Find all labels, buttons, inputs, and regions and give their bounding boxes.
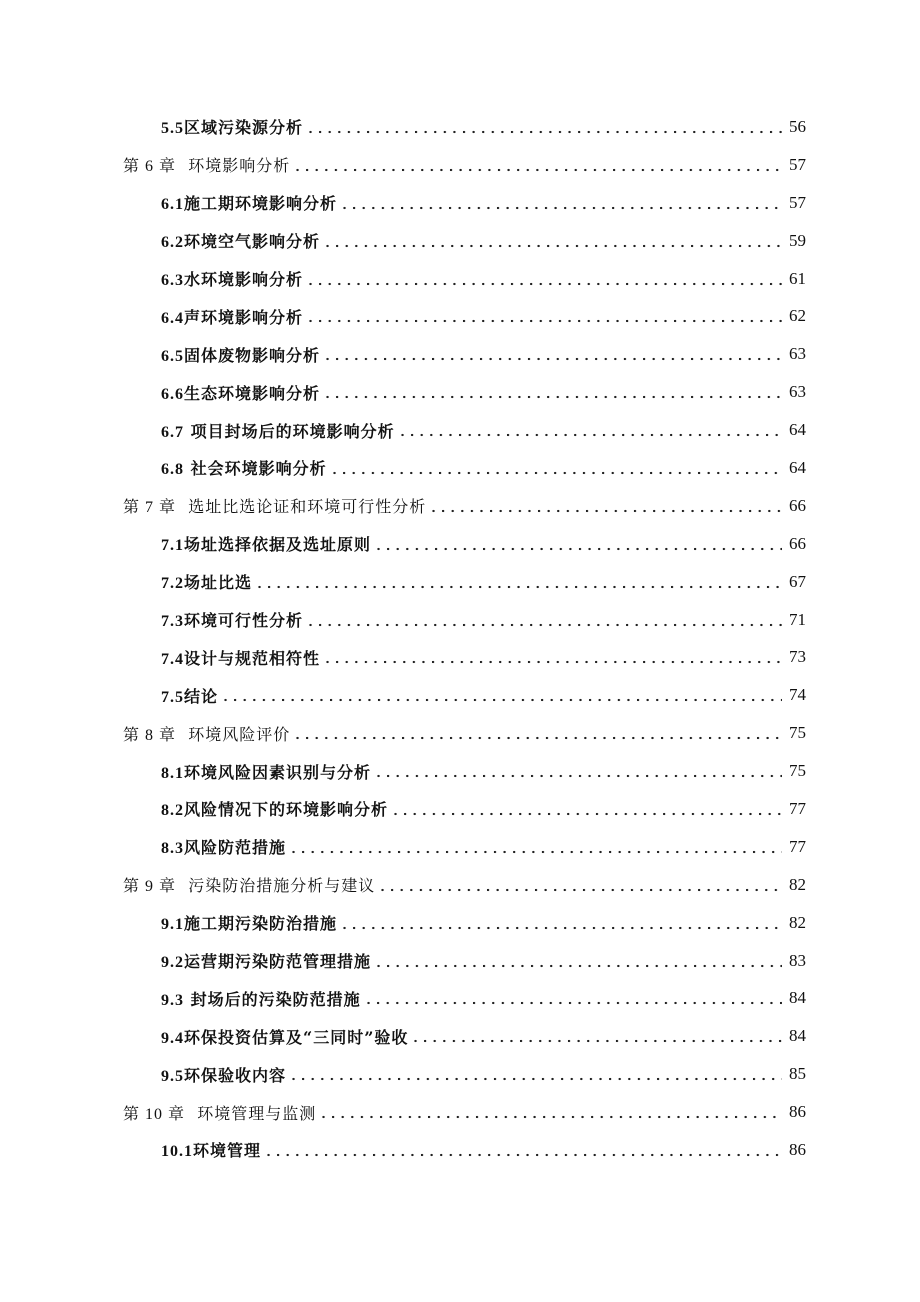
- dot-leader: [343, 195, 782, 211]
- toc-entry-text: 环保投资估算及“三同时”验收: [184, 1027, 409, 1047]
- toc-page-number: 77: [789, 798, 806, 818]
- dot-leader: [309, 612, 782, 628]
- table-of-contents: [0, 108, 920, 1169]
- toc-entry-text: 环境可行性分析: [184, 611, 304, 631]
- toc-page-number: 57: [789, 154, 806, 174]
- toc-chapter-entry[interactable]: [0, 1093, 920, 1131]
- dot-leader: [381, 877, 782, 893]
- toc-entry-title: [161, 646, 320, 669]
- dot-leader: [296, 157, 782, 173]
- dot-leader: [322, 1104, 782, 1120]
- toc-section-entry[interactable]: [0, 790, 920, 828]
- toc-entry-title: [123, 494, 426, 517]
- toc-page-number: 82: [789, 912, 806, 932]
- toc-section-entry[interactable]: [0, 942, 920, 980]
- toc-page-number: 57: [789, 192, 806, 212]
- toc-section-entry[interactable]: [0, 449, 920, 487]
- toc-entry-text: 区域污染源分析: [184, 118, 304, 138]
- toc-entry-number: 5.5: [161, 120, 184, 138]
- toc-entry-title: [123, 873, 375, 896]
- toc-entry-text: 设计与规范相符性: [184, 648, 321, 668]
- toc-entry-title: [161, 115, 303, 138]
- toc-entry-text: 场址选择依据及选址原则: [184, 535, 372, 555]
- toc-entry-title: [161, 381, 320, 404]
- toc-entry-title: [161, 532, 371, 555]
- toc-chapter-entry[interactable]: [0, 487, 920, 525]
- dot-leader: [377, 953, 782, 969]
- toc-page-number: 86: [789, 1139, 806, 1159]
- toc-page-number: 63: [789, 344, 806, 364]
- dot-leader: [326, 233, 782, 249]
- toc-page-number: 86: [789, 1102, 806, 1122]
- toc-entry-number: 6.1: [161, 196, 184, 214]
- dot-leader: [394, 801, 782, 817]
- toc-page-number: 59: [789, 230, 806, 250]
- toc-section-entry[interactable]: [0, 335, 920, 373]
- toc-entry-number: 9.1: [161, 916, 184, 934]
- toc-section-entry[interactable]: [0, 1131, 920, 1169]
- toc-entry-number: 7.5: [161, 688, 184, 706]
- toc-section-entry[interactable]: [0, 676, 920, 714]
- toc-entry-text: 水环境影响分析: [184, 270, 304, 289]
- toc-section-entry[interactable]: [0, 563, 920, 601]
- dot-leader: [296, 725, 782, 741]
- toc-entry-title: [161, 608, 303, 631]
- toc-entry-number: 6.8: [161, 461, 184, 479]
- toc-entry-text: 风险情况下的环境影响分析: [184, 800, 389, 820]
- toc-page-number: 61: [789, 268, 806, 288]
- toc-entry-text: 生态环境影响分析: [184, 383, 321, 403]
- toc-entry-title: [161, 191, 337, 214]
- toc-section-entry[interactable]: [0, 979, 920, 1017]
- dot-leader: [326, 346, 782, 362]
- dot-leader: [414, 1028, 782, 1044]
- dot-leader: [309, 271, 782, 287]
- toc-page-number: 64: [789, 457, 806, 477]
- toc-page-number: 85: [789, 1064, 806, 1084]
- toc-entry-text: 环境风险评价: [188, 724, 291, 744]
- dot-leader: [292, 1066, 782, 1082]
- dot-leader: [343, 915, 782, 931]
- dot-leader: [377, 536, 782, 552]
- toc-section-entry[interactable]: [0, 1055, 920, 1093]
- toc-section-entry[interactable]: [0, 108, 920, 146]
- toc-entry-number: 6.4: [161, 309, 184, 327]
- toc-entry-text: 环境风险因素识别与分析: [184, 762, 372, 782]
- toc-entry-number: 8.1: [161, 764, 184, 782]
- toc-entry-title: [161, 987, 361, 1010]
- toc-entry-text: 环境影响分析: [188, 156, 291, 176]
- toc-entry-number: 9.5: [161, 1067, 184, 1085]
- toc-entry-title: [161, 343, 320, 366]
- toc-section-entry[interactable]: [0, 828, 920, 866]
- toc-entry-title: [161, 911, 337, 934]
- toc-page-number: 82: [789, 874, 806, 894]
- toc-page-number: 71: [789, 609, 806, 629]
- toc-section-entry[interactable]: [0, 601, 920, 639]
- toc-entry-number: 第 6 章: [123, 158, 177, 176]
- dot-leader: [309, 308, 782, 324]
- toc-page-number: 66: [789, 495, 806, 515]
- toc-section-entry[interactable]: [0, 373, 920, 411]
- dot-leader: [326, 649, 782, 665]
- toc-entry-number: 6.2: [161, 234, 184, 252]
- toc-entry-text: 结论: [184, 686, 219, 706]
- toc-page-number: 64: [789, 420, 806, 440]
- toc-page-number: 63: [789, 382, 806, 402]
- toc-entry-title: [161, 305, 303, 328]
- toc-entry-title: [161, 797, 388, 820]
- toc-entry-text: 环境管理: [193, 1141, 262, 1161]
- toc-entry-number: 第 8 章: [123, 726, 177, 744]
- toc-entry-number: 7.3: [161, 613, 184, 631]
- toc-entry-text: 选址比选论证和环境可行性分析: [188, 497, 427, 517]
- toc-entry-title: [161, 456, 327, 479]
- dot-leader: [377, 763, 782, 779]
- toc-section-entry[interactable]: [0, 297, 920, 335]
- toc-entry-text: 场址比选: [184, 573, 253, 593]
- toc-entry-text: 施工期污染防治措施: [184, 914, 338, 934]
- toc-entry-text: 固体废物影响分析: [184, 345, 321, 365]
- dot-leader: [367, 990, 782, 1006]
- dot-leader: [309, 119, 782, 135]
- toc-section-entry[interactable]: [0, 904, 920, 942]
- toc-entry-number: 6.7: [161, 423, 184, 441]
- toc-page-number: 73: [789, 647, 806, 667]
- dot-leader: [333, 460, 782, 476]
- toc-page-number: 66: [789, 533, 806, 553]
- toc-entry-text: 污染防治措施分析与建议: [188, 876, 376, 896]
- toc-entry-number: 7.2: [161, 575, 184, 593]
- toc-entry-text: 运营期污染防范管理措施: [184, 952, 372, 972]
- toc-entry-title: [161, 949, 371, 972]
- toc-entry-title: [161, 1138, 261, 1161]
- toc-entry-number: 第 10 章: [123, 1105, 186, 1123]
- toc-page-number: 62: [789, 306, 806, 326]
- toc-section-entry[interactable]: [0, 638, 920, 676]
- toc-entry-text: 环保验收内容: [184, 1065, 287, 1085]
- toc-page-number: 77: [789, 836, 806, 856]
- toc-page-number: 74: [789, 685, 806, 705]
- dot-leader: [258, 574, 782, 590]
- toc-entry-text: 社会环境影响分析: [184, 459, 327, 479]
- toc-page-number: 75: [789, 723, 806, 743]
- toc-entry-text: 施工期环境影响分析: [184, 194, 338, 214]
- toc-entry-title: [161, 267, 303, 290]
- toc-section-entry[interactable]: [0, 260, 920, 298]
- toc-chapter-entry[interactable]: [0, 714, 920, 752]
- toc-entry-number: 6.3: [161, 272, 184, 289]
- toc-entry-title: [123, 1101, 316, 1124]
- dot-leader: [432, 498, 782, 514]
- toc-entry-text: 环境管理与监测: [197, 1103, 317, 1123]
- toc-entry-title: [123, 153, 290, 176]
- toc-entry-text: 风险防范措施: [184, 838, 287, 858]
- toc-entry-number: 9.2: [161, 954, 184, 972]
- toc-chapter-entry[interactable]: [0, 866, 920, 904]
- toc-section-entry[interactable]: [0, 222, 920, 260]
- toc-entry-title: [161, 835, 286, 858]
- toc-entry-title: [161, 684, 218, 707]
- dot-leader: [267, 1142, 782, 1158]
- toc-entry-title: [161, 570, 252, 593]
- toc-entry-text: 项目封场后的环境影响分析: [184, 421, 395, 441]
- toc-entry-number: 9.4: [161, 1029, 184, 1047]
- dot-leader: [224, 687, 782, 703]
- toc-entry-number: 7.4: [161, 650, 184, 668]
- toc-entry-text: 环境空气影响分析: [184, 232, 321, 252]
- toc-section-entry[interactable]: [0, 1017, 920, 1055]
- toc-entry-text: 声环境影响分析: [184, 307, 304, 327]
- toc-entry-title: [161, 1063, 286, 1086]
- toc-entry-number: 第 7 章: [123, 499, 177, 517]
- toc-entry-number: 7.1: [161, 537, 184, 555]
- toc-page-number: 84: [789, 1026, 806, 1046]
- toc-entry-number: 第 9 章: [123, 878, 177, 896]
- toc-entry-title: [161, 419, 395, 442]
- toc-entry-number: 10.1: [161, 1143, 193, 1161]
- toc-page-number: 67: [789, 571, 806, 591]
- toc-entry-title: [161, 760, 371, 783]
- toc-entry-number: 6.6: [161, 385, 184, 403]
- toc-page-number: 56: [789, 116, 806, 136]
- toc-entry-number: 6.5: [161, 347, 184, 365]
- toc-section-entry[interactable]: [0, 525, 920, 563]
- dot-leader: [326, 384, 782, 400]
- dot-leader: [401, 422, 782, 438]
- toc-page-number: 84: [789, 988, 806, 1008]
- toc-entry-title: [161, 229, 320, 252]
- toc-chapter-entry[interactable]: [0, 146, 920, 184]
- toc-entry-text: 封场后的污染防范措施: [184, 989, 361, 1009]
- toc-entry-title: [123, 722, 290, 745]
- dot-leader: [292, 839, 782, 855]
- toc-entry-title: [161, 1025, 408, 1048]
- toc-section-entry[interactable]: [0, 184, 920, 222]
- toc-section-entry[interactable]: [0, 752, 920, 790]
- toc-page-number: 75: [789, 761, 806, 781]
- toc-entry-number: 9.3: [161, 991, 184, 1009]
- toc-entry-number: 8.2: [161, 802, 184, 820]
- toc-page-number: 83: [789, 950, 806, 970]
- toc-entry-number: 8.3: [161, 840, 184, 858]
- toc-section-entry[interactable]: [0, 411, 920, 449]
